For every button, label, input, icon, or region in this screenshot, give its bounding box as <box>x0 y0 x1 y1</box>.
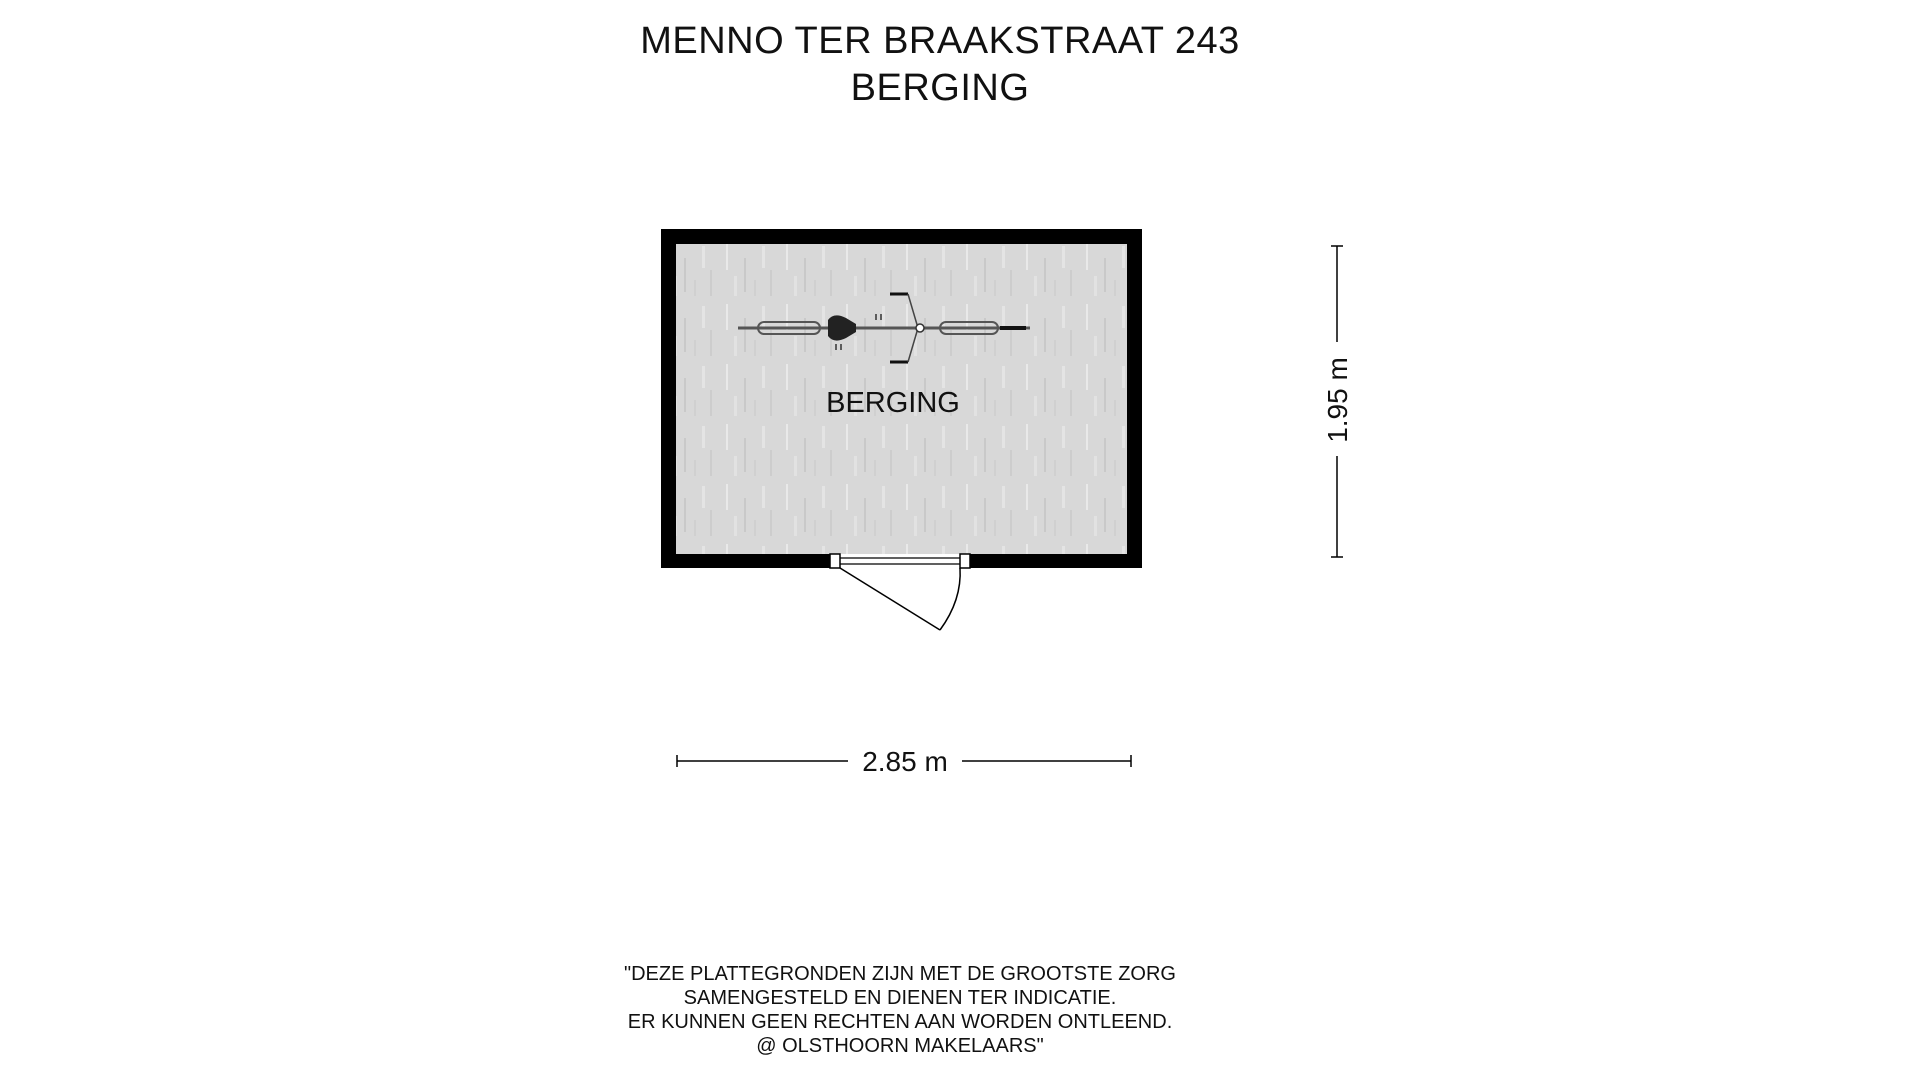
disclaimer-line: SAMENGESTELD EN DIENEN TER INDICATIE. <box>683 987 1117 1009</box>
width-dimension <box>677 746 1131 777</box>
width-dimension-label: 2.85 m <box>862 746 948 777</box>
height-dimension <box>1322 246 1353 557</box>
room-label: BERGING <box>826 387 960 419</box>
disclaimer-line: @ OLSTHOORN MAKELAARS" <box>756 1035 1044 1057</box>
disclaimer-line: "DEZE PLATTEGRONDEN ZIJN MET DE GROOTSTE ZORG <box>624 963 1176 985</box>
disclaimer-line: ER KUNNEN GEEN RECHTEN AAN WORDEN ONTLEEND. <box>627 1011 1173 1033</box>
page-subtitle: BERGING <box>850 67 1030 109</box>
disclaimer <box>560 962 1240 1058</box>
door-swing-icon <box>830 554 970 630</box>
page-title: MENNO TER BRAAKSTRAAT 243 <box>640 20 1240 62</box>
height-dimension-label: 1.95 m <box>1322 357 1353 443</box>
